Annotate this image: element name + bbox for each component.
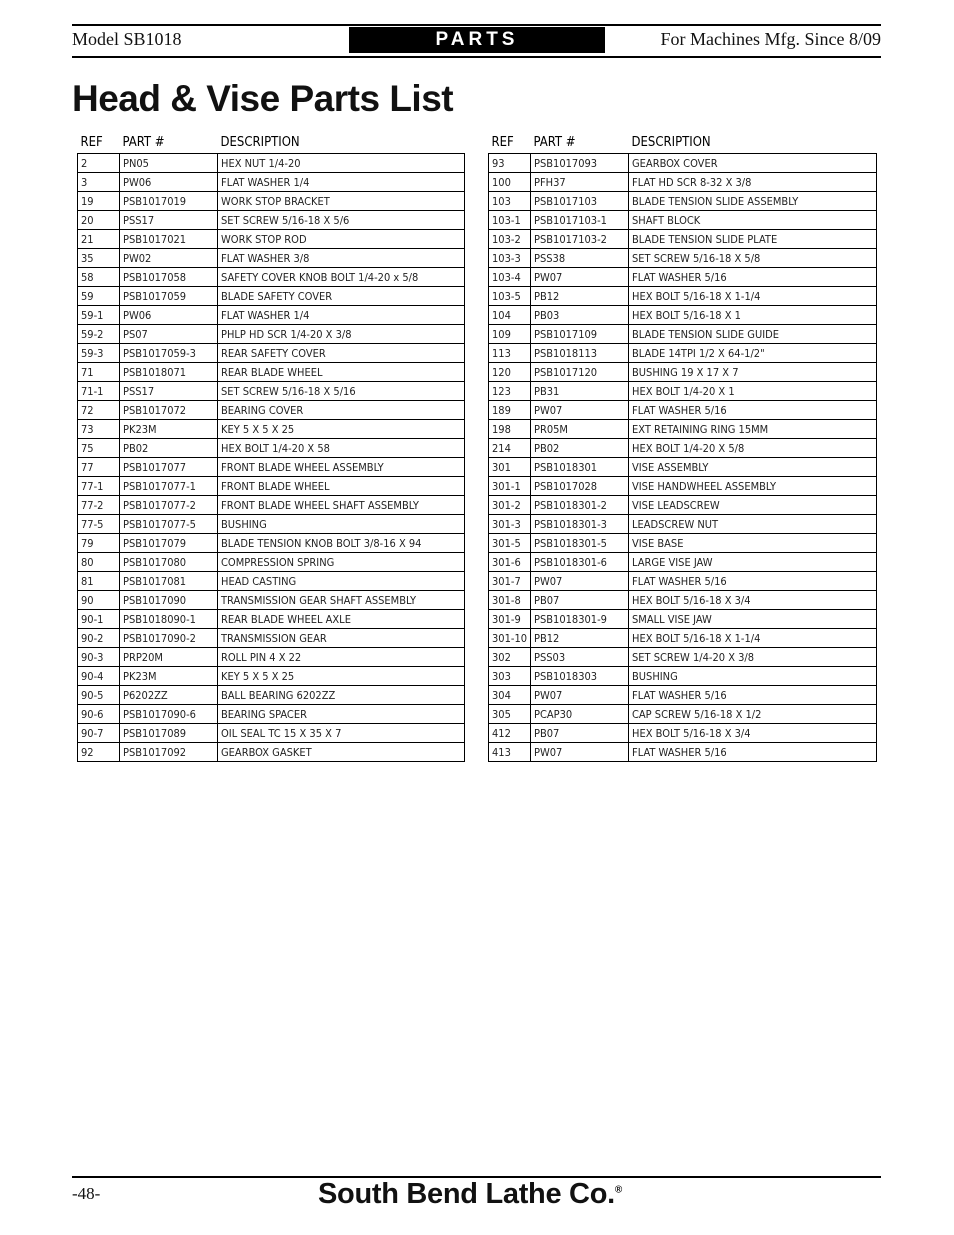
description-cell: BUSHING 19 X 17 X 7 <box>629 363 877 382</box>
description-cell: PHLP HD SCR 1/4-20 X 3/8 <box>218 325 465 344</box>
page-number: -48- <box>72 1184 101 1203</box>
description-cell: GEARBOX GASKET <box>218 743 465 762</box>
part-number-cell: PSB1017090-2 <box>120 629 218 648</box>
part-number-cell: PSB1018071 <box>120 363 218 382</box>
part-number-cell: PK23M <box>120 420 218 439</box>
description-cell: LEADSCREW NUT <box>629 515 877 534</box>
ref-cell: 71 <box>78 363 120 382</box>
ref-cell: 90-6 <box>78 705 120 724</box>
description-cell: SET SCREW 1/4-20 X 3/8 <box>629 648 877 667</box>
table-row <box>78 192 465 211</box>
table-row <box>78 439 465 458</box>
description-cell: HEX BOLT 1/4-20 X 58 <box>218 439 465 458</box>
description-cell: ROLL PIN 4 X 22 <box>218 648 465 667</box>
table-row <box>489 477 877 496</box>
part-number-cell: PW07 <box>531 401 629 420</box>
parts-table-left <box>77 132 465 762</box>
part-number-cell: PW06 <box>120 306 218 325</box>
ref-cell: 71-1 <box>78 382 120 401</box>
table-row <box>78 173 465 192</box>
parts-table-right <box>488 132 877 762</box>
ref-cell: 301-3 <box>489 515 531 534</box>
part-number-cell: PSB1017079 <box>120 534 218 553</box>
part-number-cell: PSB1018090-1 <box>120 610 218 629</box>
part-number-cell: PSB1018113 <box>531 344 629 363</box>
ref-cell: 59-1 <box>78 306 120 325</box>
part-number-cell: PSB1017077 <box>120 458 218 477</box>
table-row <box>489 610 877 629</box>
table-row <box>489 268 877 287</box>
table-row <box>489 230 877 249</box>
ref-cell: 301-6 <box>489 553 531 572</box>
description-cell: FRONT BLADE WHEEL <box>218 477 465 496</box>
table-row <box>489 363 877 382</box>
description-cell: BLADE SAFETY COVER <box>218 287 465 306</box>
part-number-cell: PSB1017077-1 <box>120 477 218 496</box>
description-cell: GEARBOX COVER <box>629 154 877 173</box>
ref-cell: 301-8 <box>489 591 531 610</box>
ref-cell: 304 <box>489 686 531 705</box>
ref-cell: 103-5 <box>489 287 531 306</box>
table-row <box>78 534 465 553</box>
description-cell: FLAT WASHER 3/8 <box>218 249 465 268</box>
table-row <box>78 515 465 534</box>
table-row <box>489 287 877 306</box>
description-cell: FLAT WASHER 5/16 <box>629 268 877 287</box>
part-number-cell: PCAP30 <box>531 705 629 724</box>
part-number-cell: PW06 <box>120 173 218 192</box>
description-cell: FLAT WASHER 5/16 <box>629 686 877 705</box>
table-row <box>489 211 877 230</box>
description-cell: HEX BOLT 5/16-18 X 3/4 <box>629 591 877 610</box>
table-row <box>489 382 877 401</box>
description-cell: HEX BOLT 5/16-18 X 1-1/4 <box>629 287 877 306</box>
table-row <box>78 306 465 325</box>
description-cell: BLADE 14TPI 1/2 X 64-1/2" <box>629 344 877 363</box>
table-row <box>78 230 465 249</box>
table-row <box>78 211 465 230</box>
description-cell: HEX BOLT 5/16-18 X 1-1/4 <box>629 629 877 648</box>
ref-cell: 59-2 <box>78 325 120 344</box>
ref-cell: 301-5 <box>489 534 531 553</box>
ref-cell: 90-3 <box>78 648 120 667</box>
part-number-cell: PSS17 <box>120 211 218 230</box>
table-row <box>78 743 465 762</box>
brand-logo <box>318 1178 622 1211</box>
table-row <box>489 154 877 173</box>
table-row <box>489 648 877 667</box>
description-cell: FRONT BLADE WHEEL SHAFT ASSEMBLY <box>218 496 465 515</box>
description-header: DESCRIPTION <box>220 135 300 150</box>
ref-cell: 77-1 <box>78 477 120 496</box>
description-cell: TRANSMISSION GEAR SHAFT ASSEMBLY <box>218 591 465 610</box>
ref-cell: 302 <box>489 648 531 667</box>
part-number-cell: PSB1018301-9 <box>531 610 629 629</box>
description-cell: FRONT BLADE WHEEL ASSEMBLY <box>218 458 465 477</box>
ref-cell: 123 <box>489 382 531 401</box>
part-number-cell: PW07 <box>531 268 629 287</box>
part-number-cell: PSB1017109 <box>531 325 629 344</box>
ref-cell: 77 <box>78 458 120 477</box>
ref-cell: 90-4 <box>78 667 120 686</box>
part-number-cell: PSB1017077-2 <box>120 496 218 515</box>
description-cell: WORK STOP ROD <box>218 230 465 249</box>
part-header: PART # <box>122 135 165 150</box>
part-number-cell: PB12 <box>531 287 629 306</box>
part-number-cell: PB02 <box>120 439 218 458</box>
description-cell: CAP SCREW 5/16-18 X 1/2 <box>629 705 877 724</box>
ref-cell: 72 <box>78 401 120 420</box>
table-row <box>78 401 465 420</box>
table-row <box>489 724 877 743</box>
description-cell: SHAFT BLOCK <box>629 211 877 230</box>
part-number-cell: PSS17 <box>120 382 218 401</box>
ref-cell: 189 <box>489 401 531 420</box>
description-cell: BEARING COVER <box>218 401 465 420</box>
part-number-cell: PSS03 <box>531 648 629 667</box>
part-number-cell: PW07 <box>531 572 629 591</box>
brand-name: South Bend Lathe Co. <box>318 1178 615 1210</box>
table-row <box>78 610 465 629</box>
table-row <box>489 344 877 363</box>
table-row <box>489 572 877 591</box>
ref-cell: 59-3 <box>78 344 120 363</box>
table-row <box>78 363 465 382</box>
ref-cell: 93 <box>489 154 531 173</box>
ref-cell: 412 <box>489 724 531 743</box>
part-number-cell: PSB1017120 <box>531 363 629 382</box>
part-number-cell: PSB1017103-1 <box>531 211 629 230</box>
description-cell: EXT RETAINING RING 15MM <box>629 420 877 439</box>
ref-cell: 92 <box>78 743 120 762</box>
description-cell: BALL BEARING 6202ZZ <box>218 686 465 705</box>
ref-cell: 305 <box>489 705 531 724</box>
part-number-cell: PSB1017081 <box>120 572 218 591</box>
table-header-row <box>489 132 877 154</box>
table-row <box>489 325 877 344</box>
description-cell: HEX BOLT 5/16-18 X 1 <box>629 306 877 325</box>
ref-cell: 301-10 <box>489 629 531 648</box>
ref-header: REF <box>491 135 514 150</box>
description-cell: FLAT HD SCR 8-32 X 3/8 <box>629 173 877 192</box>
ref-cell: 90 <box>78 591 120 610</box>
table-row <box>78 477 465 496</box>
table-row <box>78 382 465 401</box>
description-cell: BLADE TENSION SLIDE ASSEMBLY <box>629 192 877 211</box>
table-row <box>489 439 877 458</box>
description-cell: SET SCREW 5/16-18 X 5/6 <box>218 211 465 230</box>
ref-cell: 90-5 <box>78 686 120 705</box>
part-number-cell: PSB1018301-3 <box>531 515 629 534</box>
part-number-cell: PB07 <box>531 724 629 743</box>
ref-cell: 109 <box>489 325 531 344</box>
part-number-cell: PB03 <box>531 306 629 325</box>
table-row <box>489 667 877 686</box>
part-number-cell: PSB1018301-6 <box>531 553 629 572</box>
table-row <box>489 553 877 572</box>
table-header-row <box>78 132 465 154</box>
part-number-cell: PB12 <box>531 629 629 648</box>
table-row <box>489 420 877 439</box>
table-row <box>489 192 877 211</box>
ref-cell: 303 <box>489 667 531 686</box>
registered-mark: ® <box>614 1184 622 1196</box>
part-number-cell: PR05M <box>531 420 629 439</box>
ref-cell: 103-1 <box>489 211 531 230</box>
description-cell: SET SCREW 5/16-18 X 5/16 <box>218 382 465 401</box>
table-row <box>78 420 465 439</box>
part-number-cell: PSB1017059 <box>120 287 218 306</box>
part-number-cell: PN05 <box>120 154 218 173</box>
description-cell: SAFETY COVER KNOB BOLT 1/4-20 x 5/8 <box>218 268 465 287</box>
table-row <box>489 686 877 705</box>
description-cell: VISE BASE <box>629 534 877 553</box>
description-cell: BLADE TENSION SLIDE PLATE <box>629 230 877 249</box>
ref-cell: 113 <box>489 344 531 363</box>
part-number-cell: PSB1017058 <box>120 268 218 287</box>
description-cell: BLADE TENSION KNOB BOLT 3/8-16 X 94 <box>218 534 465 553</box>
ref-cell: 198 <box>489 420 531 439</box>
ref-cell: 90-1 <box>78 610 120 629</box>
ref-cell: 103-4 <box>489 268 531 287</box>
table-row <box>489 705 877 724</box>
table-row <box>78 686 465 705</box>
table-row <box>489 401 877 420</box>
ref-cell: 2 <box>78 154 120 173</box>
machines-label: For Machines Mfg. Since 8/09 <box>660 29 881 49</box>
part-number-cell: PSB1017021 <box>120 230 218 249</box>
part-number-cell: PB07 <box>531 591 629 610</box>
description-cell: WORK STOP BRACKET <box>218 192 465 211</box>
table-row <box>78 268 465 287</box>
part-number-cell: PSB1017090-6 <box>120 705 218 724</box>
description-cell: KEY 5 X 5 X 25 <box>218 667 465 686</box>
ref-cell: 59 <box>78 287 120 306</box>
ref-header: REF <box>80 135 103 150</box>
description-cell: SMALL VISE JAW <box>629 610 877 629</box>
part-number-cell: PFH37 <box>531 173 629 192</box>
description-cell: OIL SEAL TC 15 X 35 X 7 <box>218 724 465 743</box>
description-cell: REAR SAFETY COVER <box>218 344 465 363</box>
ref-cell: 81 <box>78 572 120 591</box>
part-number-cell: PSB1017077-5 <box>120 515 218 534</box>
description-cell: COMPRESSION SPRING <box>218 553 465 572</box>
description-cell: HEAD CASTING <box>218 572 465 591</box>
ref-cell: 120 <box>489 363 531 382</box>
ref-cell: 58 <box>78 268 120 287</box>
section-label: PARTS <box>349 27 605 53</box>
table-row <box>489 629 877 648</box>
description-cell: VISE LEADSCREW <box>629 496 877 515</box>
ref-cell: 301-1 <box>489 477 531 496</box>
part-number-cell: PS07 <box>120 325 218 344</box>
table-row <box>78 154 465 173</box>
table-row <box>489 306 877 325</box>
ref-cell: 413 <box>489 743 531 762</box>
table-row <box>78 458 465 477</box>
description-cell: FLAT WASHER 1/4 <box>218 173 465 192</box>
table-row <box>78 344 465 363</box>
table-row <box>489 591 877 610</box>
part-number-cell: PB02 <box>531 439 629 458</box>
page-header <box>72 24 881 58</box>
description-cell: KEY 5 X 5 X 25 <box>218 420 465 439</box>
description-cell: LARGE VISE JAW <box>629 553 877 572</box>
ref-cell: 80 <box>78 553 120 572</box>
part-number-cell: PSB1018303 <box>531 667 629 686</box>
part-number-cell: PRP20M <box>120 648 218 667</box>
ref-cell: 21 <box>78 230 120 249</box>
part-number-cell: PSB1017093 <box>531 154 629 173</box>
description-cell: HEX BOLT 5/16-18 X 3/4 <box>629 724 877 743</box>
page-title: Head & Vise Parts List <box>72 78 454 119</box>
table-row <box>489 496 877 515</box>
table-row <box>489 458 877 477</box>
ref-cell: 90-7 <box>78 724 120 743</box>
description-cell: REAR BLADE WHEEL AXLE <box>218 610 465 629</box>
part-number-cell: PSB1017103 <box>531 192 629 211</box>
table-row <box>489 743 877 762</box>
part-number-cell: PSB1017028 <box>531 477 629 496</box>
ref-cell: 73 <box>78 420 120 439</box>
ref-cell: 100 <box>489 173 531 192</box>
ref-cell: 20 <box>78 211 120 230</box>
table-row <box>489 534 877 553</box>
part-number-cell: PSB1017103-2 <box>531 230 629 249</box>
part-number-cell: PB31 <box>531 382 629 401</box>
description-cell: VISE ASSEMBLY <box>629 458 877 477</box>
ref-cell: 214 <box>489 439 531 458</box>
ref-cell: 301-9 <box>489 610 531 629</box>
ref-cell: 301-7 <box>489 572 531 591</box>
description-cell: BEARING SPACER <box>218 705 465 724</box>
description-cell: FLAT WASHER 1/4 <box>218 306 465 325</box>
description-cell: TRANSMISSION GEAR <box>218 629 465 648</box>
part-number-cell: PW07 <box>531 686 629 705</box>
part-number-cell: PSB1018301-2 <box>531 496 629 515</box>
description-cell: FLAT WASHER 5/16 <box>629 401 877 420</box>
table-row <box>78 648 465 667</box>
ref-cell: 90-2 <box>78 629 120 648</box>
description-cell: SET SCREW 5/16-18 X 5/8 <box>629 249 877 268</box>
table-row <box>78 553 465 572</box>
ref-cell: 103 <box>489 192 531 211</box>
part-number-cell: PSS38 <box>531 249 629 268</box>
part-number-cell: PSB1017072 <box>120 401 218 420</box>
description-cell: FLAT WASHER 5/16 <box>629 743 877 762</box>
part-number-cell: PK23M <box>120 667 218 686</box>
table-row <box>78 496 465 515</box>
part-number-cell: PSB1017019 <box>120 192 218 211</box>
part-number-cell: PSB1017089 <box>120 724 218 743</box>
part-header: PART # <box>533 135 576 150</box>
description-cell: BUSHING <box>629 667 877 686</box>
description-cell: VISE HANDWHEEL ASSEMBLY <box>629 477 877 496</box>
ref-cell: 35 <box>78 249 120 268</box>
ref-cell: 77-5 <box>78 515 120 534</box>
description-header: DESCRIPTION <box>631 135 711 150</box>
table-row <box>78 325 465 344</box>
table-row <box>78 724 465 743</box>
table-row <box>489 515 877 534</box>
table-row <box>78 629 465 648</box>
table-row <box>78 249 465 268</box>
table-row <box>78 287 465 306</box>
description-cell: FLAT WASHER 5/16 <box>629 572 877 591</box>
ref-cell: 301-2 <box>489 496 531 515</box>
ref-cell: 104 <box>489 306 531 325</box>
part-number-cell: PSB1017080 <box>120 553 218 572</box>
ref-cell: 77-2 <box>78 496 120 515</box>
table-row <box>78 572 465 591</box>
description-cell: HEX BOLT 1/4-20 X 5/8 <box>629 439 877 458</box>
part-number-cell: PSB1018301 <box>531 458 629 477</box>
ref-cell: 3 <box>78 173 120 192</box>
part-number-cell: PW02 <box>120 249 218 268</box>
part-number-cell: PSB1017059-3 <box>120 344 218 363</box>
table-row <box>78 667 465 686</box>
table-row <box>489 249 877 268</box>
model-label: Model SB1018 <box>72 29 182 49</box>
description-cell: HEX BOLT 1/4-20 X 1 <box>629 382 877 401</box>
part-number-cell: PSB1017090 <box>120 591 218 610</box>
table-row <box>489 173 877 192</box>
ref-cell: 75 <box>78 439 120 458</box>
description-cell: REAR BLADE WHEEL <box>218 363 465 382</box>
description-cell: BUSHING <box>218 515 465 534</box>
description-cell: HEX NUT 1/4-20 <box>218 154 465 173</box>
table-row <box>78 705 465 724</box>
ref-cell: 103-3 <box>489 249 531 268</box>
description-cell: BLADE TENSION SLIDE GUIDE <box>629 325 877 344</box>
part-number-cell: PSB1018301-5 <box>531 534 629 553</box>
ref-cell: 301 <box>489 458 531 477</box>
part-number-cell: PW07 <box>531 743 629 762</box>
ref-cell: 19 <box>78 192 120 211</box>
ref-cell: 103-2 <box>489 230 531 249</box>
part-number-cell: PSB1017092 <box>120 743 218 762</box>
table-row <box>78 591 465 610</box>
ref-cell: 79 <box>78 534 120 553</box>
part-number-cell: P6202ZZ <box>120 686 218 705</box>
